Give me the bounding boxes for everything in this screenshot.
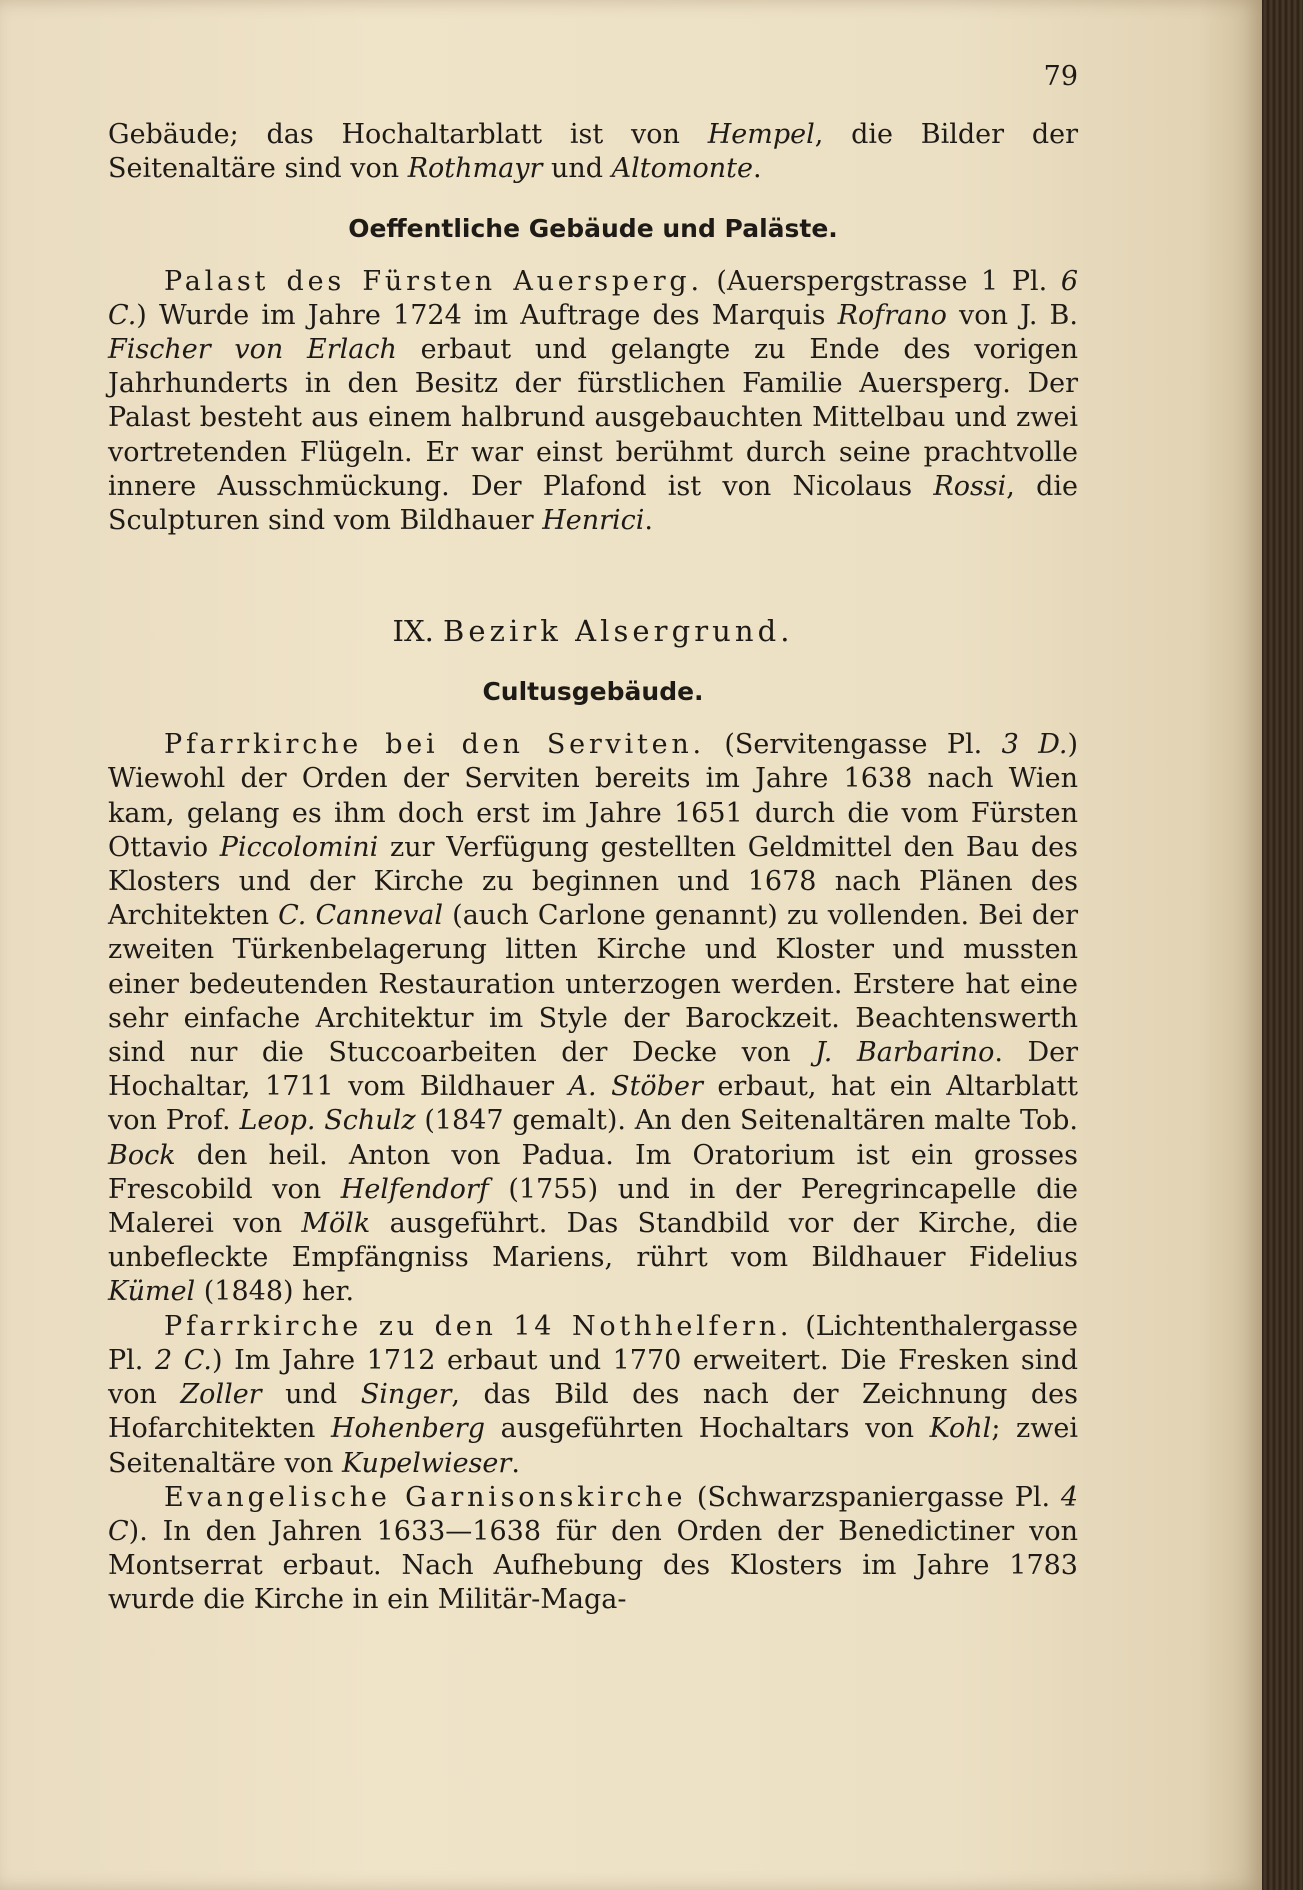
district-number: IX.	[392, 614, 434, 649]
artist-name: Hempel	[707, 119, 815, 151]
text-run: von J. B.	[946, 299, 1078, 331]
text-run: den heil. Anton von Padua. Im Oratorium ist ein grosses Frescobild von	[108, 1139, 1078, 1205]
text-run: und	[542, 153, 612, 185]
entry-nothhelfern	[108, 1310, 1078, 1481]
person-name: Fischer von Erlach	[108, 334, 397, 366]
text-run: ausgeführt. Das Standbild vor der Kirche, die unbefleckte Empfängniss Mariens, rührt vom Bildhauer Fidelius	[108, 1208, 1078, 1274]
section-heading-public-buildings: Oeffentliche Gebäude und Paläste.	[348, 213, 838, 243]
entry-title: Palast des Fürsten Auersperg.	[164, 265, 703, 297]
person-name: C. Canneval	[278, 900, 444, 932]
text-run: , die Bilder der Seitenaltäre sind von	[108, 119, 1078, 185]
person-name: Singer	[360, 1379, 452, 1411]
person-name: Hohenberg	[330, 1413, 485, 1445]
text-run: (Schwarzspaniergasse Pl.	[686, 1481, 1061, 1513]
text-run: (1755) und in der Peregrincapelle die Malerei von	[108, 1173, 1078, 1240]
text-run: (auch Carlone genannt) zu vollenden. Bei der zweiten Türkenbelagerung litten Kirche und Kloster und mussten einer bedeutenden Restauration unterzogen werden. Erstere hat eine sehr einfache Architektur im Style der Barockzeit. Beachtenswerth sind nur die Stuccoarbeiten der Decke von	[108, 900, 1078, 1069]
text-run: (1848) her.	[195, 1276, 355, 1308]
person-name: Kohl	[929, 1413, 992, 1445]
page-text	[108, 60, 1078, 1618]
district-heading	[108, 614, 1078, 648]
person-name: Piccolomini	[219, 831, 379, 863]
map-ref: 6 C.	[108, 265, 1078, 331]
text-run: , die Sculpturen sind vom Bildhauer	[108, 470, 1079, 537]
artist-name: Rothmayr	[407, 153, 543, 185]
text-run: .	[752, 153, 762, 185]
text-run: (1847 gemalt). An den Seitenaltären malte Tob.	[415, 1105, 1078, 1137]
text-run: ; zwei Seitenaltäre von	[108, 1413, 1078, 1479]
text-run: (Servitengasse Pl.	[704, 729, 1002, 761]
person-name: Rofrano	[837, 299, 947, 331]
entry-title: Pfarrkirche zu den 14 Nothhelfern.	[164, 1310, 793, 1342]
person-name: Kümel	[108, 1276, 196, 1308]
person-name: Zoller	[180, 1379, 262, 1411]
text-run: , das Bild des nach der Zeichnung des Hofarchitekten	[108, 1379, 1078, 1445]
text-run: ausgeführten Hochaltars von	[484, 1413, 930, 1445]
text-run: ) Wiewohl der Orden der Serviten bereits im Jahre 1638 nach Wien kam, gelang es ihm doch erst im Jahre 1651 durch die vom Fürsten Ottavio	[108, 729, 1079, 863]
entry-serviten	[108, 728, 1078, 1309]
person-name: A. Stöber	[568, 1071, 703, 1103]
map-ref: 4 C	[108, 1481, 1078, 1547]
text-run: ) Wurde im Jahre 1724 im Auftrage des Marquis	[136, 299, 838, 331]
text-run: .	[644, 505, 654, 537]
page-number: 79	[1043, 61, 1078, 92]
map-ref: 2 C.	[154, 1344, 212, 1376]
person-name: Mölk	[301, 1208, 371, 1240]
book-page-edges	[1262, 0, 1303, 1890]
entry-title: Evangelische Garnisonskirche	[164, 1481, 687, 1513]
person-name: J. Barbarino	[815, 1037, 995, 1069]
text-run: ) Im Jahre 1712 erbaut und 1770 erweitert. Die Fresken sind von	[108, 1344, 1078, 1411]
intro-paragraph	[108, 118, 1078, 186]
person-name: Leop. Schulz	[239, 1105, 416, 1137]
text-run: .	[511, 1447, 520, 1479]
text-run: (Lichtenthalergasse Pl.	[108, 1310, 1078, 1376]
text-run: ). In den Jahren 1633—1638 für den Orden der Benedictiner von Montserrat erbaut. Nach Aufhebung des Klosters im Jahre 1783 wurde die Kirche in ein Militär-Maga-	[108, 1515, 1078, 1616]
entry-garnisonskirche	[108, 1481, 1078, 1618]
entry-palast-auersperg	[108, 265, 1078, 539]
text-run: Gebäude; das Hochaltarblatt ist von	[108, 119, 708, 151]
map-ref: 3 D.	[1001, 729, 1068, 761]
section-heading-cultus: Cultusgebäude.	[482, 677, 704, 707]
text-run: (Auerspergstrasse 1 Pl.	[702, 265, 1061, 297]
text-run: . Der Hochaltar, 1711 vom Bildhauer	[108, 1037, 1078, 1103]
text-run: erbaut und gelangte zu Ende des vorigen Jahrhunderts in den Besitz der fürstlichen Familie Auersperg. Der Palast besteht aus einem halbrund ausgebauchten Mittelbau und zwei vortretenden Flügeln. Er war einst berühmt durch seine prachtvolle innere Ausschmückung. Der Plafond ist von Nicolaus	[108, 334, 1079, 502]
person-name: Henrici	[542, 505, 645, 537]
person-name: Bock	[108, 1139, 176, 1171]
text-run: und	[261, 1379, 361, 1411]
district-name: Bezirk Alsergrund.	[443, 614, 794, 649]
text-run: zur Verfügung gestellten Geldmittel den Bau des Klosters und der Kirche zu beginnen und 1678 nach Plänen des Architekten	[108, 831, 1078, 932]
entry-title: Pfarrkirche bei den Serviten.	[164, 729, 705, 761]
person-name: Rossi	[933, 470, 1007, 502]
artist-name: Altomonte	[611, 153, 753, 185]
text-run: erbaut, hat ein Altarblatt von Prof.	[108, 1071, 1078, 1137]
person-name: Kupelwieser	[341, 1447, 512, 1479]
person-name: Helfendorf	[340, 1173, 489, 1205]
